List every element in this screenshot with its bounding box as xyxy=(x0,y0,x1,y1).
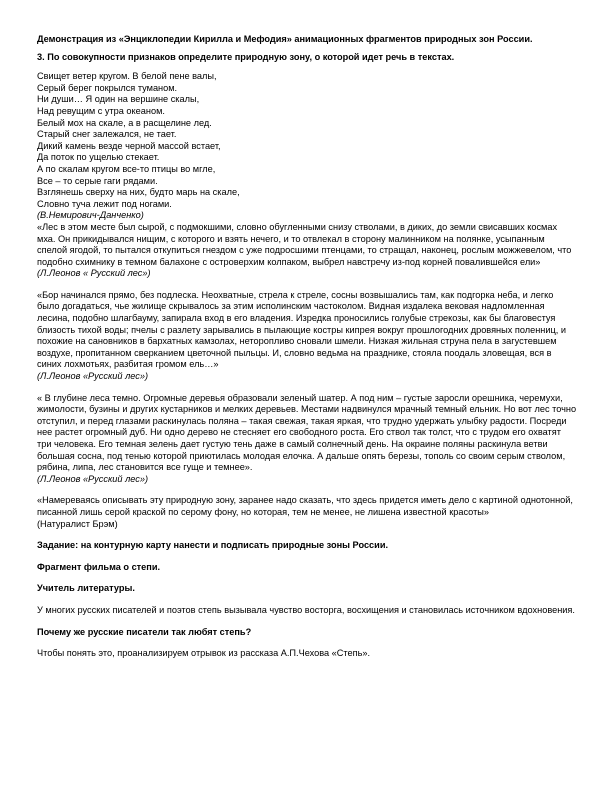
poem-line: Да поток по ущелью стекает. xyxy=(37,152,160,163)
film-heading: Фрагмент фильма о степи. xyxy=(37,561,161,572)
passage-2-author: (Л.Леонов «Русский лес») xyxy=(37,371,149,382)
poem-line: А по скалам кругом все-то птицы во мгле, xyxy=(37,163,216,174)
poem-block xyxy=(37,71,577,222)
poem-author: (В.Немирович-Данченко) xyxy=(37,210,144,221)
poem-line: Серый берег покрылся туманом. xyxy=(37,82,178,93)
passage-1-author: (Л.Леонов « Русский лес») xyxy=(37,268,151,279)
poem-line: Старый снег залежался, не тает. xyxy=(37,129,177,140)
passage-2: «Бор начинался прямо, без подлеска. Неохватные, стрела к стреле, сосны возвышались там, как подгорка неба, и легко было догадаться, чье жилище скрывалось за этим исполинским частоколом. Видная издалека вековая надломленная лесина, подобно шлагбауму, запирала вход в его владения. Изредка проносились голубые стрекозы, как бы благовестуя близость тихой воды; пчелы с разлету зарывались в пылающие костры кипрея вокруг прошлогодних дровяных поленниц, и похожие на сановников в бархатных камзолах, неторопливо сновали шмели. Низкая жильная струна пела в загустевшем воздухе, пропитанном сверканием цветочной пыльцы. И, словно ведьма на празднике, стояла поодаль зловещая, вся в синих лохмотьях, разбитая громом ель…» xyxy=(37,289,567,370)
passage-1: «Лес в этом месте был сырой, с подмокшими, словно обугленными снизу стволами, в диких, до земли свисавших космах мха. Он прикидывался нищим, с которого и взять нечего, и то отвлекал в сторону малинником на полянке, усыпанным спелой ягодой, то пытался откупиться гнездом с уже подросшими птенцами, то стращал, наконец, рослым можжевелом, что подобно схимнику в темном балахоне с островерхим колпаком, выбрел навстречу из-под корней повалившейся ели» xyxy=(37,221,572,267)
map-task-heading: Задание: на контурную карту нанести и подписать природные зоны России. xyxy=(37,540,389,551)
passage-4: «Намереваясь описывать эту природную зону, заранее надо сказать, что здесь придется иметь дело с картиной однотонной, писанной лишь серой краской по серому фону, но которая, тем не менее, не лишена известной красоты» xyxy=(37,495,573,517)
teacher-heading: Учитель литературы. xyxy=(37,583,135,594)
poem-line: Взглянешь сверху на них, будто марь на скале, xyxy=(37,187,240,198)
passage-3-author: (Л.Леонов «Русский лес») xyxy=(37,473,149,484)
poem-line: Свищет ветер кругом. В белой пене валы, xyxy=(37,71,217,82)
poem-line: Ни души… Я один на вершине скалы, xyxy=(37,94,200,105)
passage-3: « В глубине леса темно. Огромные деревья образовали зеленый шатер. А под ним – густые заросли орешника, черемухи, жимолости, бузины и других кустарников и мелких деревьев. Местами надвинулся мрачный темный ельник. Но вот лес точно отступил, и перед глазами раскинулась поляна – такая свежая, такая яркая, что трудно удержать улыбку радости. Посреди нее растет огромный дуб. Ни одно дерево не стесняет его свободного роста. Его ствол так толст, что с трудом его охватят три человека. Его темная зелень дает густую тень даже в самый солнечный день. На окраине поляны раскинула ветви большая сосна, под тенью которой приютилась молодая елочка. А дальше опять березы, тополь со своим серым стволом, рябина, липа, лес становится все гуще и темнее». xyxy=(37,392,577,473)
poem-line: Словно туча лежит под ногами. xyxy=(37,198,172,209)
teacher-text: У многих русских писателей и поэтов степь вызывала чувство восторга, восхищения и становилась источником вдохновения. xyxy=(37,604,575,615)
document-page xyxy=(37,34,577,660)
passage-4-author: (Натуралист Брэм) xyxy=(37,518,118,529)
poem-line: Белый мох на скале, а в расщелине лед. xyxy=(37,117,212,128)
task-3-heading: 3. По совокупности признаков определите природную зону, о которой идет речь в текстах. xyxy=(37,51,455,62)
document-title: Демонстрация из «Энциклопедии Кирилла и Мефодия» анимационных фрагментов природных зон России. xyxy=(37,34,533,44)
poem-line: Над ревущим с утра океаном. xyxy=(37,105,165,116)
question-heading: Почему же русские писатели так любят степь? xyxy=(37,626,252,637)
poem-line: Все – то серые гаги рядами. xyxy=(37,175,158,186)
poem-line: Дикий камень везде черной массой встает, xyxy=(37,140,221,151)
closing-text: Чтобы понять это, проанализируем отрывок из рассказа А.П.Чехова «Степь». xyxy=(37,648,371,659)
